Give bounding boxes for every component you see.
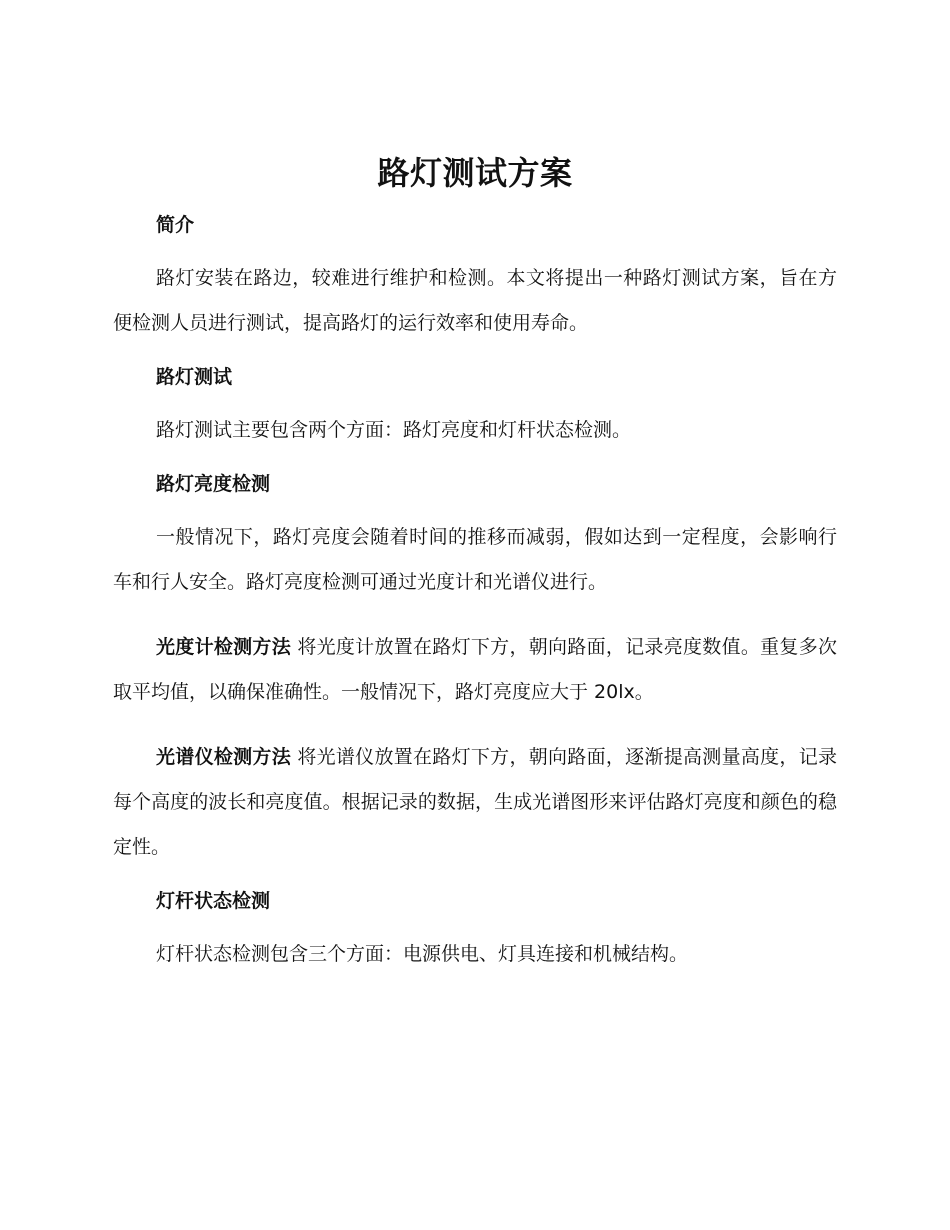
photometer-method-label: 光度计检测方法 — [156, 636, 291, 658]
paragraph-test: 路灯测试主要包含两个方面：路灯亮度和灯杆状态检测。 — [156, 419, 632, 441]
paragraph-photometer — [113, 625, 837, 715]
paragraph-spectrometer — [113, 735, 837, 870]
section-heading-test: 路灯测试 — [156, 366, 233, 388]
document-title: 路灯测试方案 — [377, 154, 573, 192]
paragraph-intro: 路灯安装在路边，较难进行维护和检测。本文将提出一种路灯测试方案，旨在方便检测人员进行测试，提高路灯的运行效率和使用寿命。 — [113, 267, 837, 334]
paragraph-pole: 灯杆状态检测包含三个方面：电源供电、灯具连接和机械结构。 — [156, 943, 689, 965]
section-heading-brightness: 路灯亮度检测 — [156, 473, 271, 495]
spectrometer-method-text: 将光谱仪放置在路灯下方，朝向路面，逐渐提高测量高度，记录每个高度的波长和亮度值。根据记录的数据，生成光谱图形来评估路灯亮度和颜色的稳定性。 — [113, 746, 837, 858]
section-heading-pole: 灯杆状态检测 — [156, 890, 271, 912]
photometer-method-text: 将光度计放置在路灯下方，朝向路面，记录亮度数值。重复多次取平均值，以确保准确性。一般情况下，路灯亮度应大于 20lx。 — [113, 636, 837, 703]
spectrometer-method-label: 光谱仪检测方法 — [156, 746, 291, 768]
paragraph-brightness: 一般情况下，路灯亮度会随着时间的推移而减弱，假如达到一定程度，会影响行车和行人安全。路灯亮度检测可通过光度计和光谱仪进行。 — [113, 526, 837, 593]
document-body — [113, 150, 837, 997]
section-heading-intro: 简介 — [156, 214, 195, 236]
